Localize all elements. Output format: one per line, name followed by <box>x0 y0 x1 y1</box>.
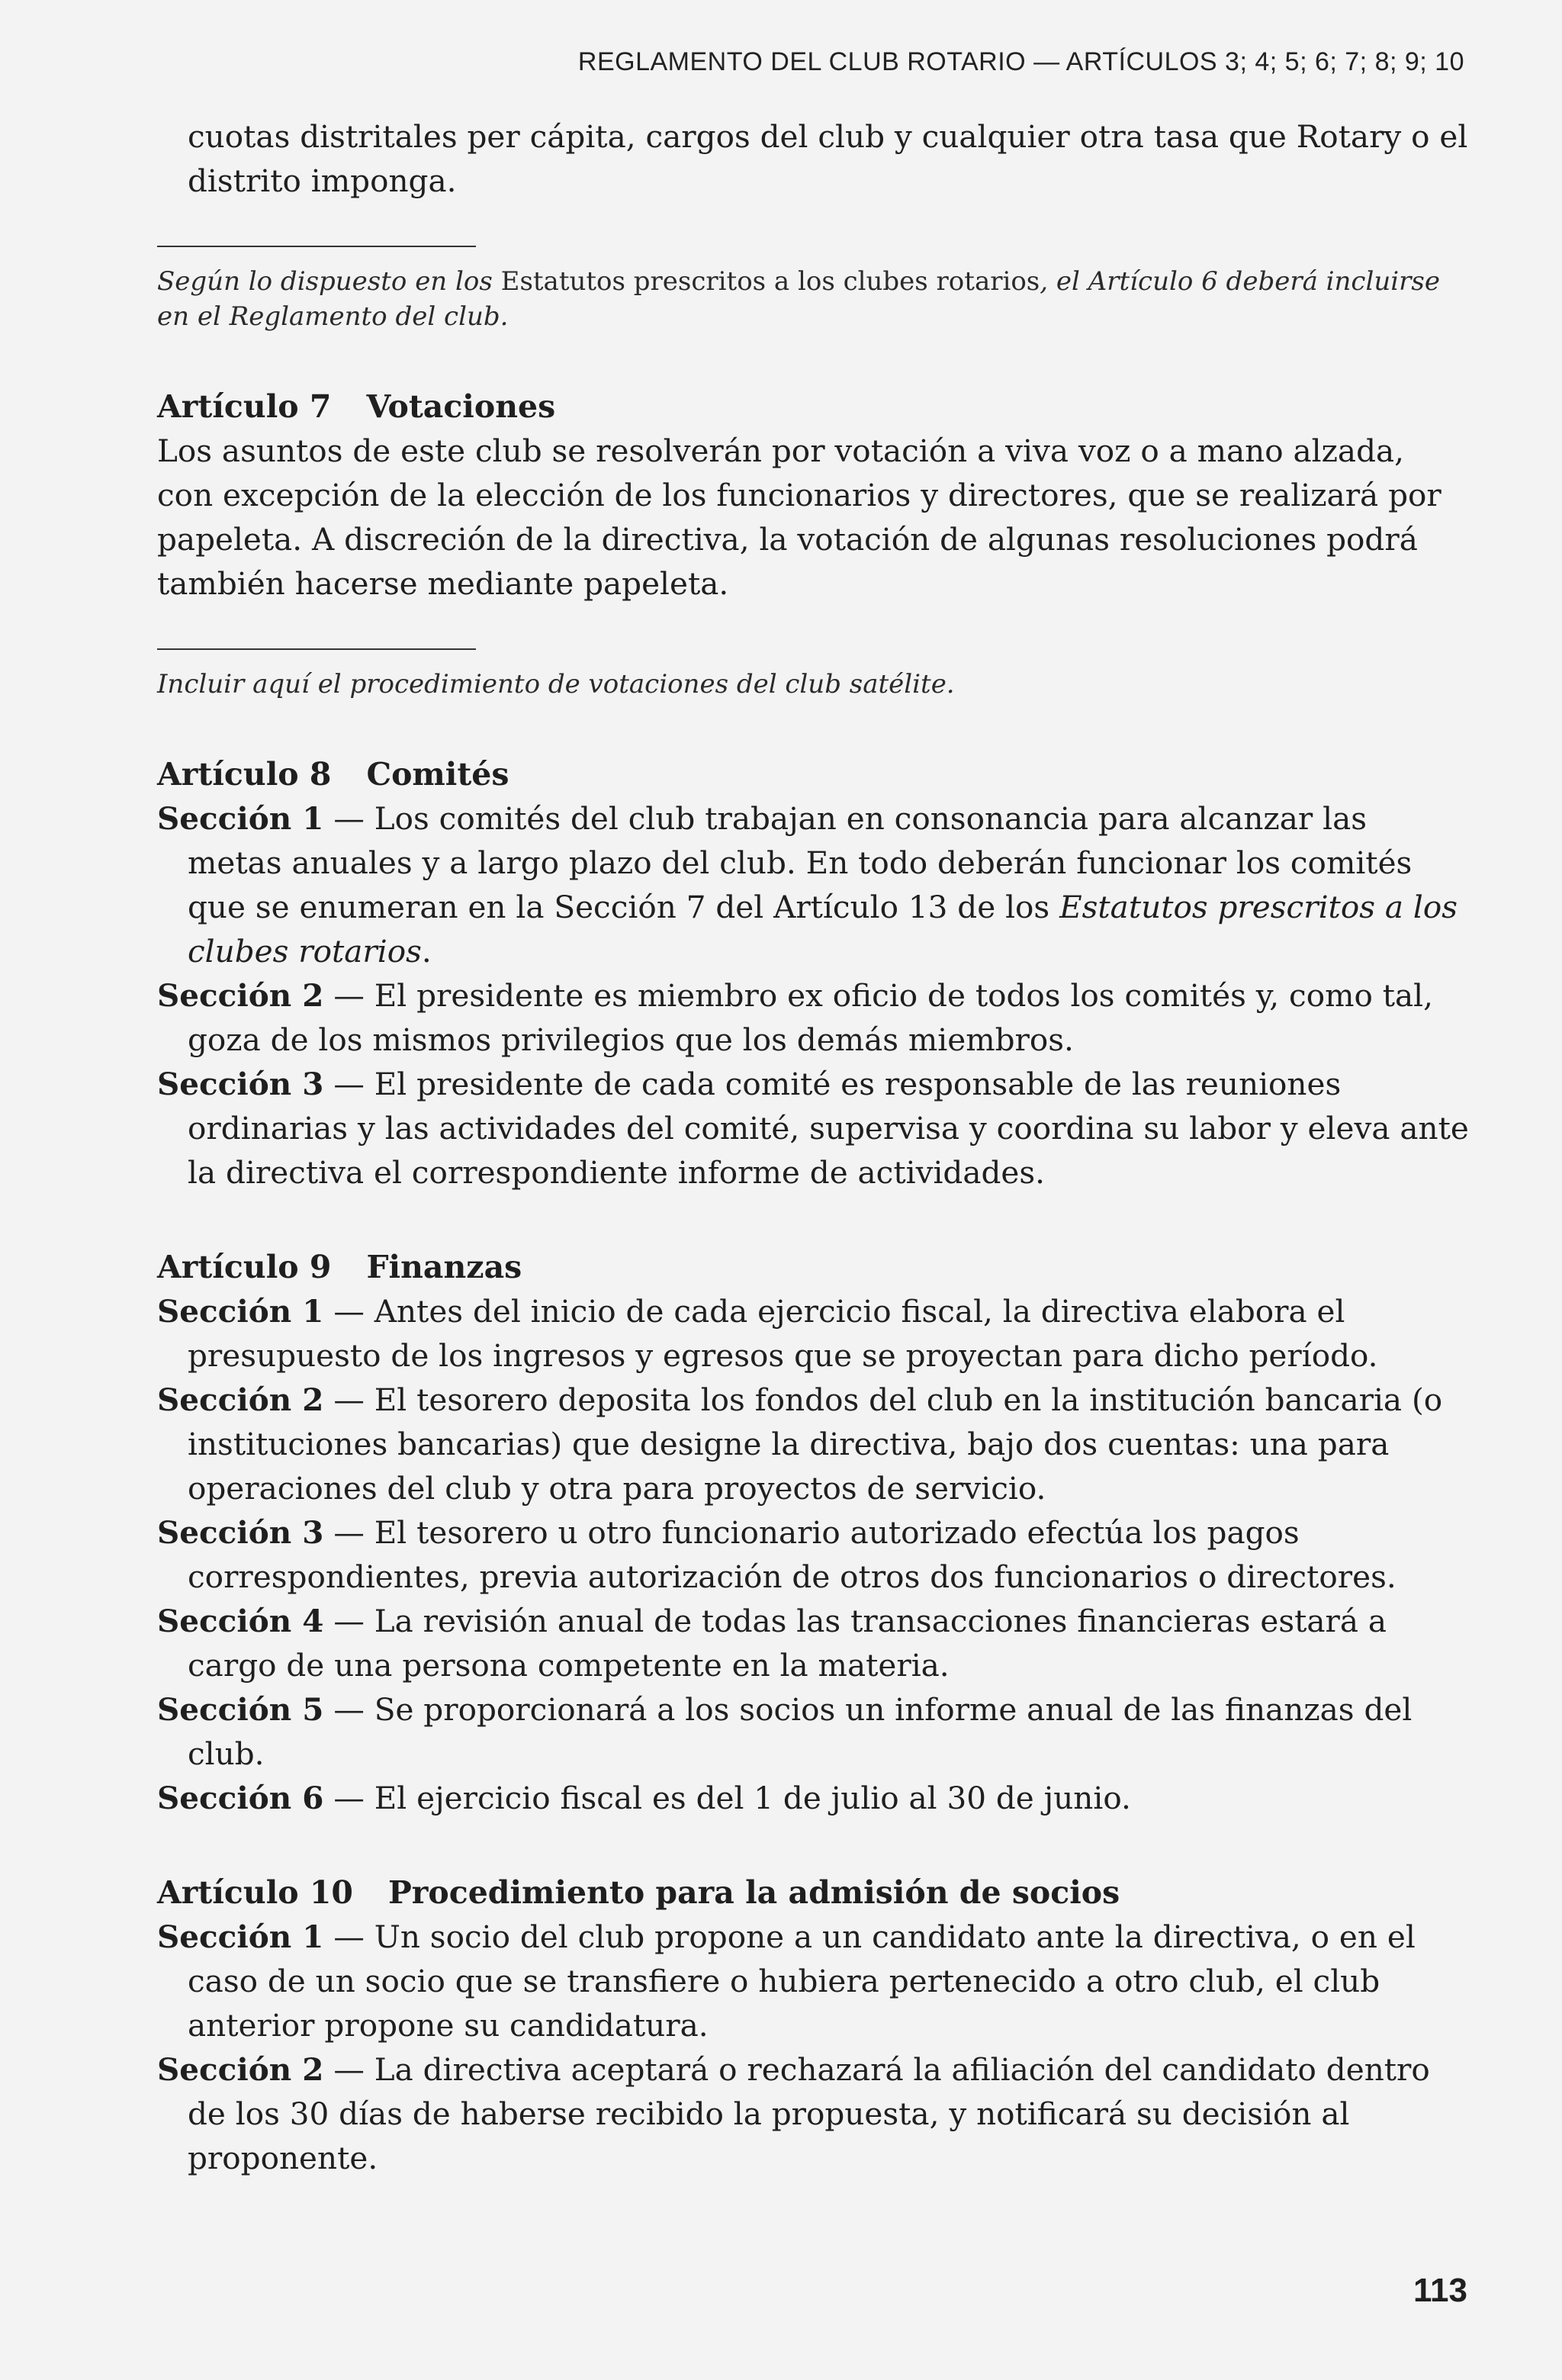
article-heading <box>157 752 1469 796</box>
section-label: Sección 2 <box>157 977 324 1014</box>
note-rule <box>157 648 476 650</box>
section-text-tail: . <box>421 933 432 970</box>
section-paragraph <box>157 1915 1469 2047</box>
section-paragraph <box>157 796 1469 973</box>
article-number: Artículo 9 <box>157 1249 332 1285</box>
section-text: — Antes del inicio de cada ejercicio fiscal, la directiva elabora el presupuesto de los ingresos y egresos que se proyectan para dicho período. <box>188 1293 1378 1374</box>
note-satellite-voting <box>157 667 1469 702</box>
section-label: Sección 2 <box>157 2051 324 2088</box>
section-text: — Los comités del club trabajan en consonancia para alcanzar las metas anuales y a largo plazo del club. En todo deberán funcionar los comités que se enumeran en la Sección 7 del Artículo 13 de los <box>188 800 1413 925</box>
note-part-1: Según lo dispuesto en los <box>157 266 501 297</box>
section-paragraph <box>157 1289 1469 1378</box>
section-text: — Un socio del club propone a un candidato ante la directiva, o en el caso de un socio que se transfiere o hubiera pertenecido a otro club, el club anterior propone su candidatura. <box>188 1918 1416 2044</box>
section-paragraph <box>157 1510 1469 1599</box>
section-label: Sección 1 <box>157 1918 324 1955</box>
section-text: — La revisión anual de todas las transacciones financieras estará a cargo de una persona competente en la materia. <box>188 1603 1387 1684</box>
article-number: Artículo 8 <box>157 756 332 793</box>
section-paragraph <box>157 973 1469 1062</box>
article-title: Finanzas <box>366 1249 522 1285</box>
section-text: — El ejercicio fiscal es del 1 de julio al 30 de junio. <box>323 1780 1131 1816</box>
page-content <box>157 114 1469 2180</box>
note-part-3: , el Artículo 6 deberá incluirse en el Reglamento del club. <box>157 266 1440 332</box>
section-paragraph <box>157 1062 1469 1195</box>
section-text: — El presidente de cada comité es responsable de las reuniones ordinarias y las actividades del comité, supervisa y coordina su labor y eleva ante la directiva el correspondiente informe de actividades. <box>188 1066 1469 1191</box>
section-text: — El tesorero u otro funcionario autorizado efectúa los pagos correspondientes, previa autorización de otros dos funcionarios o directores. <box>188 1514 1396 1595</box>
section-label: Sección 3 <box>157 1514 324 1551</box>
note-rule <box>157 246 476 247</box>
section-paragraph <box>157 1599 1469 1687</box>
section-paragraph <box>157 2047 1469 2180</box>
article-title: Votaciones <box>366 388 556 425</box>
note-part-2: Estatutos prescritos a los clubes rotarios <box>500 266 1040 297</box>
section-text-italic: Estatutos prescritos a los clubes rotarios <box>188 889 1458 970</box>
section-text: — Se proporcionará a los socios un informe anual de las finanzas del club. <box>188 1691 1413 1772</box>
article-title: Procedimiento para la admisión de socios <box>387 1874 1120 1911</box>
note-bylaws-article-6 <box>157 264 1469 334</box>
section-paragraph <box>157 1776 1469 1820</box>
article-heading <box>157 384 1469 429</box>
section-label: Sección 1 <box>157 800 324 837</box>
article-number: Artículo 10 <box>157 1874 353 1911</box>
note-text: Incluir aquí el procedimiento de votaciones del club satélite. <box>157 669 955 700</box>
page-number: 113 <box>1413 2272 1467 2309</box>
intro-paragraph: cuotas distritales per cápita, cargos del club y cualquier otra tasa que Rotary o el distrito imponga. <box>188 118 1468 199</box>
section-text: — La directiva aceptará o rechazará la afiliación del candidato dentro de los 30 días de haberse recibido la propuesta, y notificará su decisión al proponente. <box>188 2051 1430 2176</box>
section-label: Sección 5 <box>157 1691 324 1728</box>
section-label: Sección 6 <box>157 1780 324 1816</box>
article-heading <box>157 1870 1469 1915</box>
section-label: Sección 4 <box>157 1603 324 1639</box>
section-label: Sección 1 <box>157 1293 324 1330</box>
article-heading <box>157 1245 1469 1289</box>
article-number: Artículo 7 <box>157 388 332 425</box>
section-label: Sección 3 <box>157 1066 324 1102</box>
section-paragraph <box>157 1687 1469 1776</box>
section-text: — El tesorero deposita los fondos del club en la institución bancaria (o instituciones bancarias) que designe la directiva, bajo dos cuentas: una para operaciones del club y otra para proyectos de servicio. <box>188 1381 1443 1507</box>
running-head: REGLAMENTO DEL CLUB ROTARIO — ARTÍCULOS 3; 4; 5; 6; 7; 8; 9; 10 <box>577 47 1464 76</box>
section-paragraph <box>157 1378 1469 1510</box>
section-label: Sección 2 <box>157 1381 324 1418</box>
article-title: Comités <box>366 756 509 793</box>
article-body: Los asuntos de este club se resolverán por votación a viva voz o a mano alzada, con excepción de la elección de los funcionarios y directores, que se realizará por papeleta. A discreción de la directiva, la votación de algunas resoluciones podrá también hacerse mediante papeleta. <box>157 433 1441 602</box>
section-text: — El presidente es miembro ex oficio de todos los comités y, como tal, goza de los mismos privilegios que los demás miembros. <box>188 977 1433 1058</box>
